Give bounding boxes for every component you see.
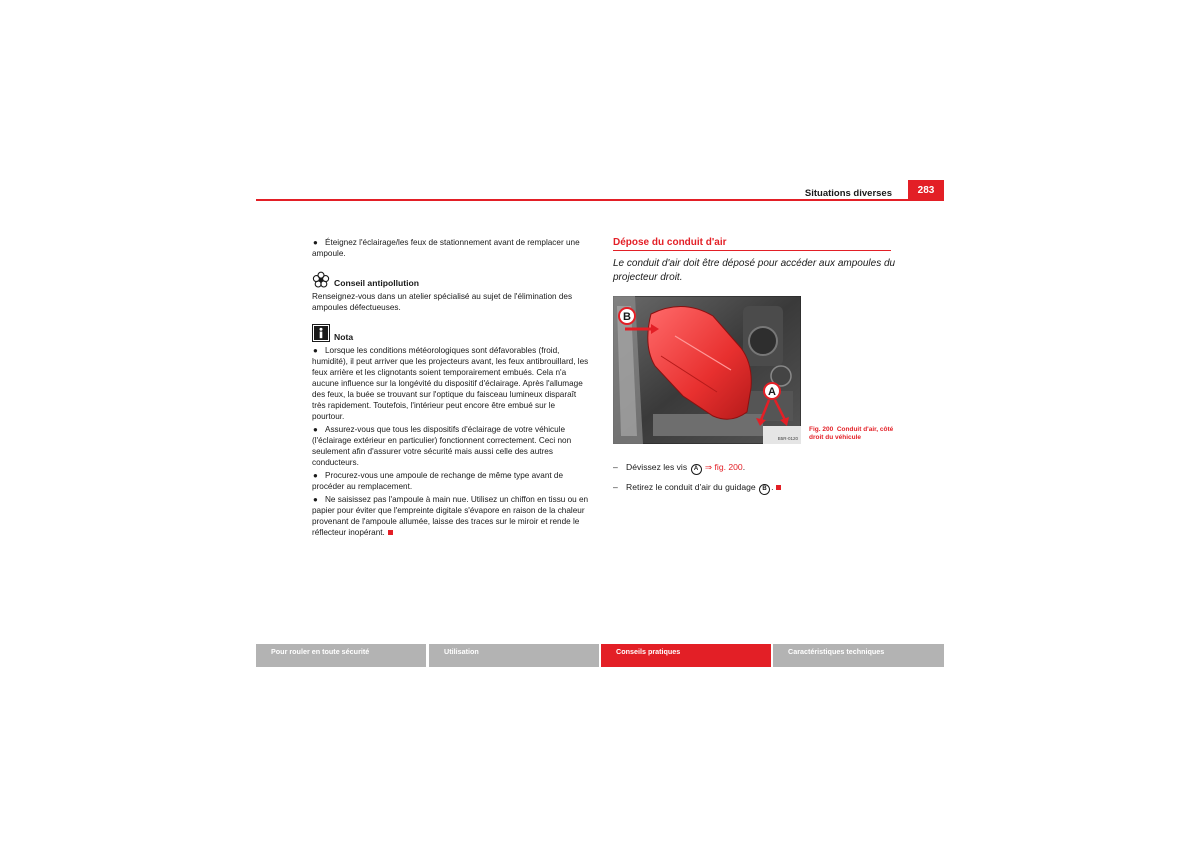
- bullet-icon: ●: [313, 495, 318, 504]
- info-icon: [312, 324, 330, 342]
- step-unscrew: – Dévissez les vis A ⇒ fig. 200.: [613, 461, 745, 475]
- figure-code: B5R-0120: [777, 436, 798, 441]
- note-list: [312, 345, 589, 538]
- marker-b: B: [759, 484, 770, 495]
- header-rule: [256, 199, 944, 201]
- page-number: 283: [908, 180, 944, 200]
- list-item: ● Ne saisissez pas l'ampoule à main nue. Utilisez un chiffon en tissu ou en papier pour éviter que l'empreinte digitale s'évapore en raison de la chaleur provenant de l'ampoule allumée, laisse des traces sur le miroir et rende le réflecteur inopérant.: [312, 495, 589, 537]
- note-heading: Nota: [334, 332, 354, 342]
- end-marker-icon: [776, 485, 781, 490]
- heading-rule: [613, 250, 891, 251]
- tab-safety[interactable]: Pour rouler en toute sécurité: [256, 644, 426, 667]
- figure-label-b: B: [623, 311, 631, 323]
- section-heading: Dépose du conduit d'air: [613, 237, 727, 248]
- step-remove-duct: – Retirez le conduit d'air du guidage B .: [613, 481, 781, 495]
- figure-label-a: A: [768, 386, 776, 398]
- bullet-icon: ●: [313, 425, 318, 434]
- bullet-icon: ●: [313, 238, 318, 247]
- environment-heading: Conseil antipollution: [334, 278, 419, 288]
- list-item: ● Assurez-vous que tous les dispositifs d'éclairage de votre véhicule (l'éclairage extérieur en particulier) fonctionnent correctement. Ceci non seulement afin d'assurer votre sécurité mais aussi celle des autres conducteurs.: [312, 425, 572, 467]
- first-bullet: [312, 237, 588, 259]
- list-item: ● Lorsque les conditions météorologiques sont défavorables (froid, humidité), il peut arriver que les projecteurs avant, les feux antibrouillard, les feux arrière et les clignotants soient temporairement embués. Cela n'a aucune influence sur la longévité du dispositif d'éclairage. Après l'allumage des feux, la buée se trouvant sur l'optique du faisceau lumineux disparaît très rapidement. Toutefois, l'intérieur peut encore être embué sur le pourtour.: [312, 346, 589, 421]
- tab-technical-data[interactable]: Caractéristiques techniques: [773, 644, 944, 667]
- intro-text: Le conduit d'air doit être déposé pour accéder aux ampoules du projecteur droit.: [613, 258, 896, 283]
- figure-caption-text: Conduit d'air, côté droit du véhicule: [809, 426, 894, 441]
- section-title: Situations diverses: [804, 188, 892, 199]
- bullet-icon: ●: [313, 471, 318, 480]
- figure-number: Fig. 200: [809, 426, 834, 433]
- tab-practical-tips[interactable]: Conseils pratiques: [601, 644, 771, 667]
- tab-operation[interactable]: Utilisation: [429, 644, 599, 667]
- figure-link[interactable]: ⇒ fig. 200: [704, 462, 743, 472]
- list-item: ● Procurez-vous une ampoule de rechange de même type avant de procéder au remplacement.: [312, 471, 564, 491]
- end-marker-icon: [388, 530, 393, 535]
- bullet-icon: ●: [313, 346, 318, 355]
- flower-icon: [312, 271, 330, 289]
- first-bullet-text: Éteignez l'éclairage/les feux de stationnement avant de remplacer une ampoule.: [312, 238, 580, 258]
- environment-text: Renseignez-vous dans un atelier spécialisé au sujet de l'élimination des ampoules défectueuses.: [312, 292, 573, 312]
- marker-a: A: [691, 464, 702, 475]
- figure-air-duct: [613, 296, 801, 444]
- figure-caption: [809, 426, 899, 442]
